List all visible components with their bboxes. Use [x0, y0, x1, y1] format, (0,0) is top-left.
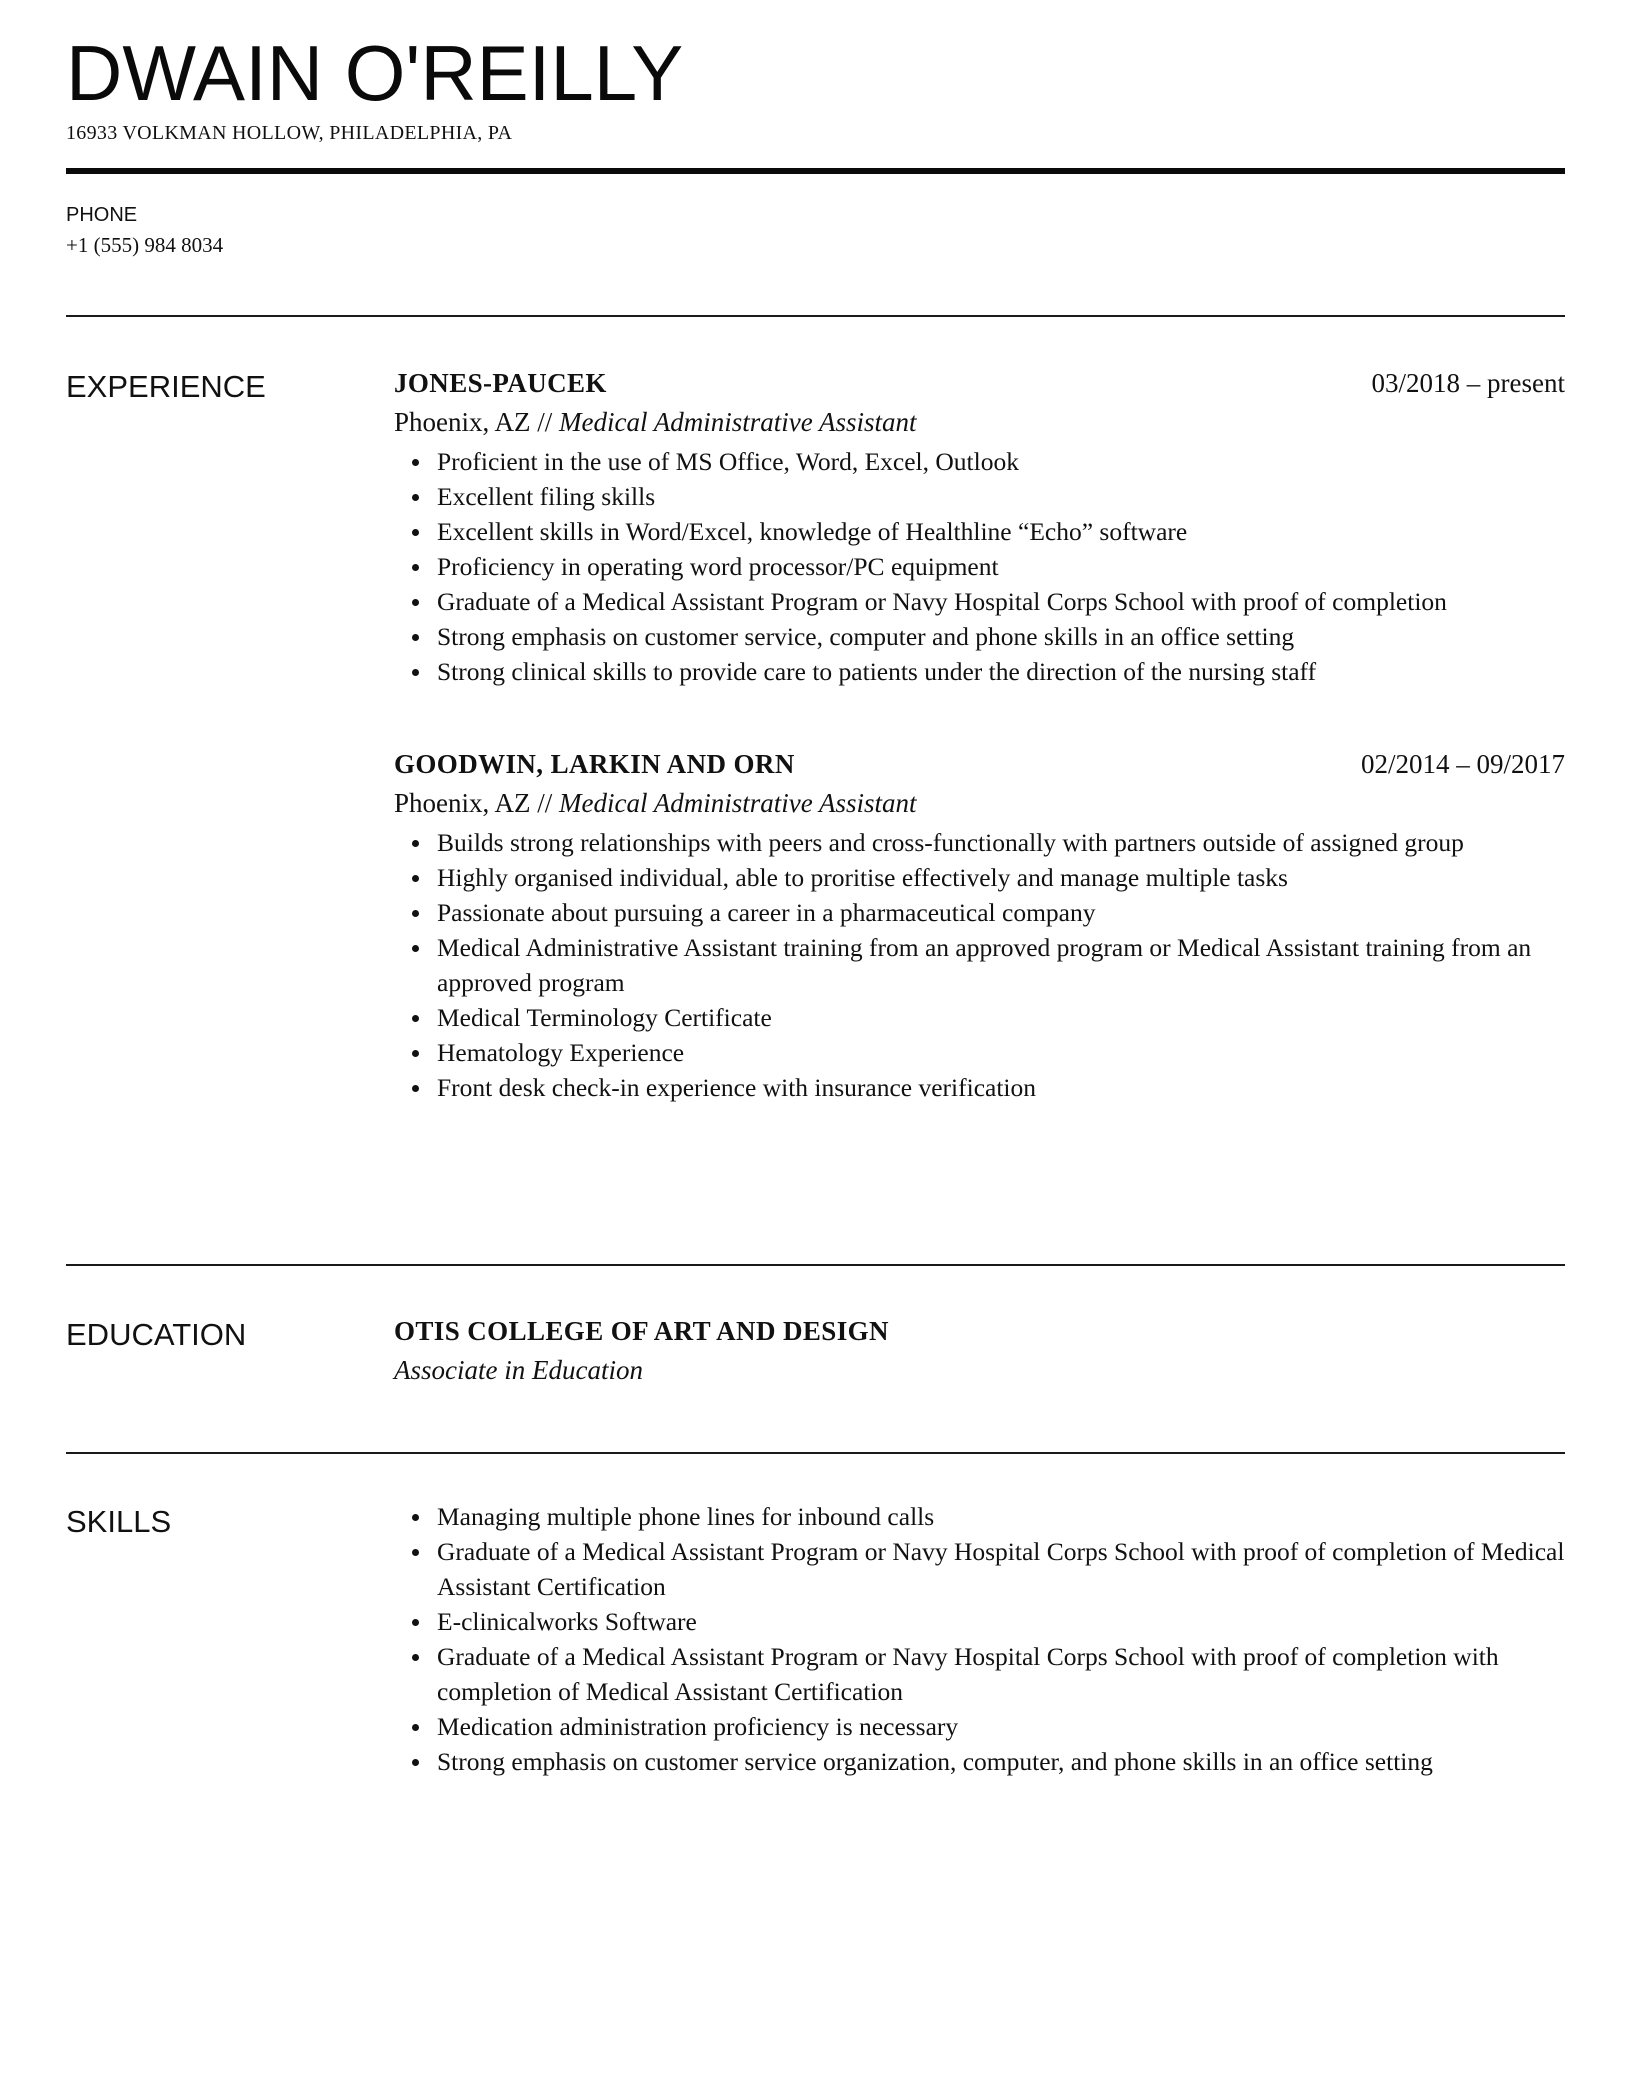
skill-text: Strong emphasis on customer service organization, computer, and phone skills in an office setting [437, 1747, 1433, 1776]
list-item [394, 860, 1565, 895]
list-item [394, 1604, 1565, 1639]
job-bullets [394, 825, 1565, 1105]
job-employer: GOODWIN, LARKIN AND ORN [394, 749, 795, 779]
section-divider [66, 315, 1565, 317]
bullet-dot [412, 669, 419, 676]
bullet-dot [412, 494, 419, 501]
list-item [394, 444, 1565, 479]
list-item [394, 1070, 1565, 1105]
bullet-text: Passionate about pursuing a career in a pharmaceutical company [437, 898, 1096, 927]
bullet-dot [412, 1724, 419, 1731]
list-item [394, 825, 1565, 860]
skills-list [394, 1499, 1565, 1779]
phone-number: +1 (555) 984 8034 [66, 233, 224, 257]
job-separator: // [530, 788, 560, 818]
bullet-text: Proficiency in operating word processor/PC equipment [437, 552, 999, 581]
bullet-dot [412, 634, 419, 641]
education-content [394, 1312, 1565, 1390]
list-item [394, 1035, 1565, 1070]
candidate-address: 16933 VOLKMAN HOLLOW, PHILADELPHIA, PA [66, 122, 513, 144]
job-header [394, 745, 1565, 783]
bullet-dot [412, 459, 419, 466]
list-item [394, 1639, 1565, 1709]
list-item [394, 479, 1565, 514]
bullet-dot [412, 1654, 419, 1661]
job-location-role [394, 402, 1565, 442]
skill-text: Graduate of a Medical Assistant Program or Navy Hospital Corps School with proof of completion of Medical Assistant Certification [437, 1537, 1565, 1601]
candidate-name: DWAIN O'REILLY [66, 29, 684, 117]
experience-content [394, 364, 1565, 1105]
list-item [394, 1534, 1565, 1604]
list-item [394, 1709, 1565, 1744]
job-location-role [394, 783, 1565, 823]
job-bullets [394, 444, 1565, 689]
list-item [394, 895, 1565, 930]
bullet-text: Excellent filing skills [437, 482, 656, 511]
bullet-dot [412, 564, 419, 571]
list-item [394, 514, 1565, 549]
education-school: OTIS COLLEGE OF ART AND DESIGN [394, 1316, 889, 1346]
bullet-dot [412, 1050, 419, 1057]
bullet-dot [412, 529, 419, 536]
list-item [394, 1744, 1565, 1779]
skill-text: Medication administration proficiency is necessary [437, 1712, 959, 1741]
bullet-text: Proficient in the use of MS Office, Word, Excel, Outlook [437, 447, 1019, 476]
bullet-text: Excellent skills in Word/Excel, knowledge of Healthline “Echo” software [437, 517, 1188, 546]
bullet-dot [412, 840, 419, 847]
bullet-text: Graduate of a Medical Assistant Program or Navy Hospital Corps School with proof of completion [437, 587, 1447, 616]
job-header [394, 364, 1565, 402]
bullet-dot [412, 1514, 419, 1521]
skills-content [394, 1499, 1565, 1779]
bullet-dot [412, 1759, 419, 1766]
bullet-text: Medical Terminology Certificate [437, 1003, 772, 1032]
job-dates: 03/2018 – present [1371, 368, 1565, 398]
bullet-text: Builds strong relationships with peers and cross-functionally with partners outside of assigned group [437, 828, 1464, 857]
job-location: Phoenix, AZ [394, 788, 531, 818]
bullet-text: Strong clinical skills to provide care to patients under the direction of the nursing staff [437, 657, 1317, 686]
bullet-text: Hematology Experience [437, 1038, 685, 1067]
bullet-dot [412, 1085, 419, 1092]
job-role: Medical Administrative Assistant [559, 407, 917, 437]
phone-label: PHONE [66, 204, 138, 226]
job-entry [394, 745, 1565, 1105]
section-divider [66, 1452, 1565, 1454]
education-heading: EDUCATION [66, 1317, 247, 1352]
section-divider [66, 1264, 1565, 1266]
skill-text: Graduate of a Medical Assistant Program or Navy Hospital Corps School with proof of completion with completion of Medical Assistant Certification [437, 1642, 1499, 1706]
skills-heading: SKILLS [66, 1504, 172, 1539]
bullet-dot [412, 1015, 419, 1022]
list-item [394, 584, 1565, 619]
bullet-dot [412, 875, 419, 882]
job-separator: // [530, 407, 560, 437]
list-item [394, 654, 1565, 689]
job-employer: JONES-PAUCEK [394, 368, 607, 398]
job-entry [394, 364, 1565, 689]
bullet-dot [412, 910, 419, 917]
list-item [394, 619, 1565, 654]
experience-heading: EXPERIENCE [66, 369, 266, 404]
bullet-text: Highly organised individual, able to proritise effectively and manage multiple tasks [437, 863, 1288, 892]
bullet-dot [412, 945, 419, 952]
job-dates: 02/2014 – 09/2017 [1360, 749, 1565, 779]
education-degree: Associate in Education [394, 1355, 643, 1385]
bullet-text: Medical Administrative Assistant training from an approved program or Medical Assistant training from an approved program [437, 933, 1532, 997]
list-item [394, 930, 1565, 1000]
bullet-dot [412, 1549, 419, 1556]
bullet-dot [412, 1619, 419, 1626]
list-item [394, 1000, 1565, 1035]
bullet-text: Strong emphasis on customer service, computer and phone skills in an office setting [437, 622, 1295, 651]
list-item [394, 1499, 1565, 1534]
job-role: Medical Administrative Assistant [559, 788, 917, 818]
header-divider [66, 168, 1565, 174]
job-location: Phoenix, AZ [394, 407, 531, 437]
list-item [394, 549, 1565, 584]
bullet-dot [412, 599, 419, 606]
skill-text: E-clinicalworks Software [437, 1607, 697, 1636]
skill-text: Managing multiple phone lines for inbound calls [437, 1502, 935, 1531]
bullet-text: Front desk check-in experience with insurance verification [437, 1073, 1037, 1102]
